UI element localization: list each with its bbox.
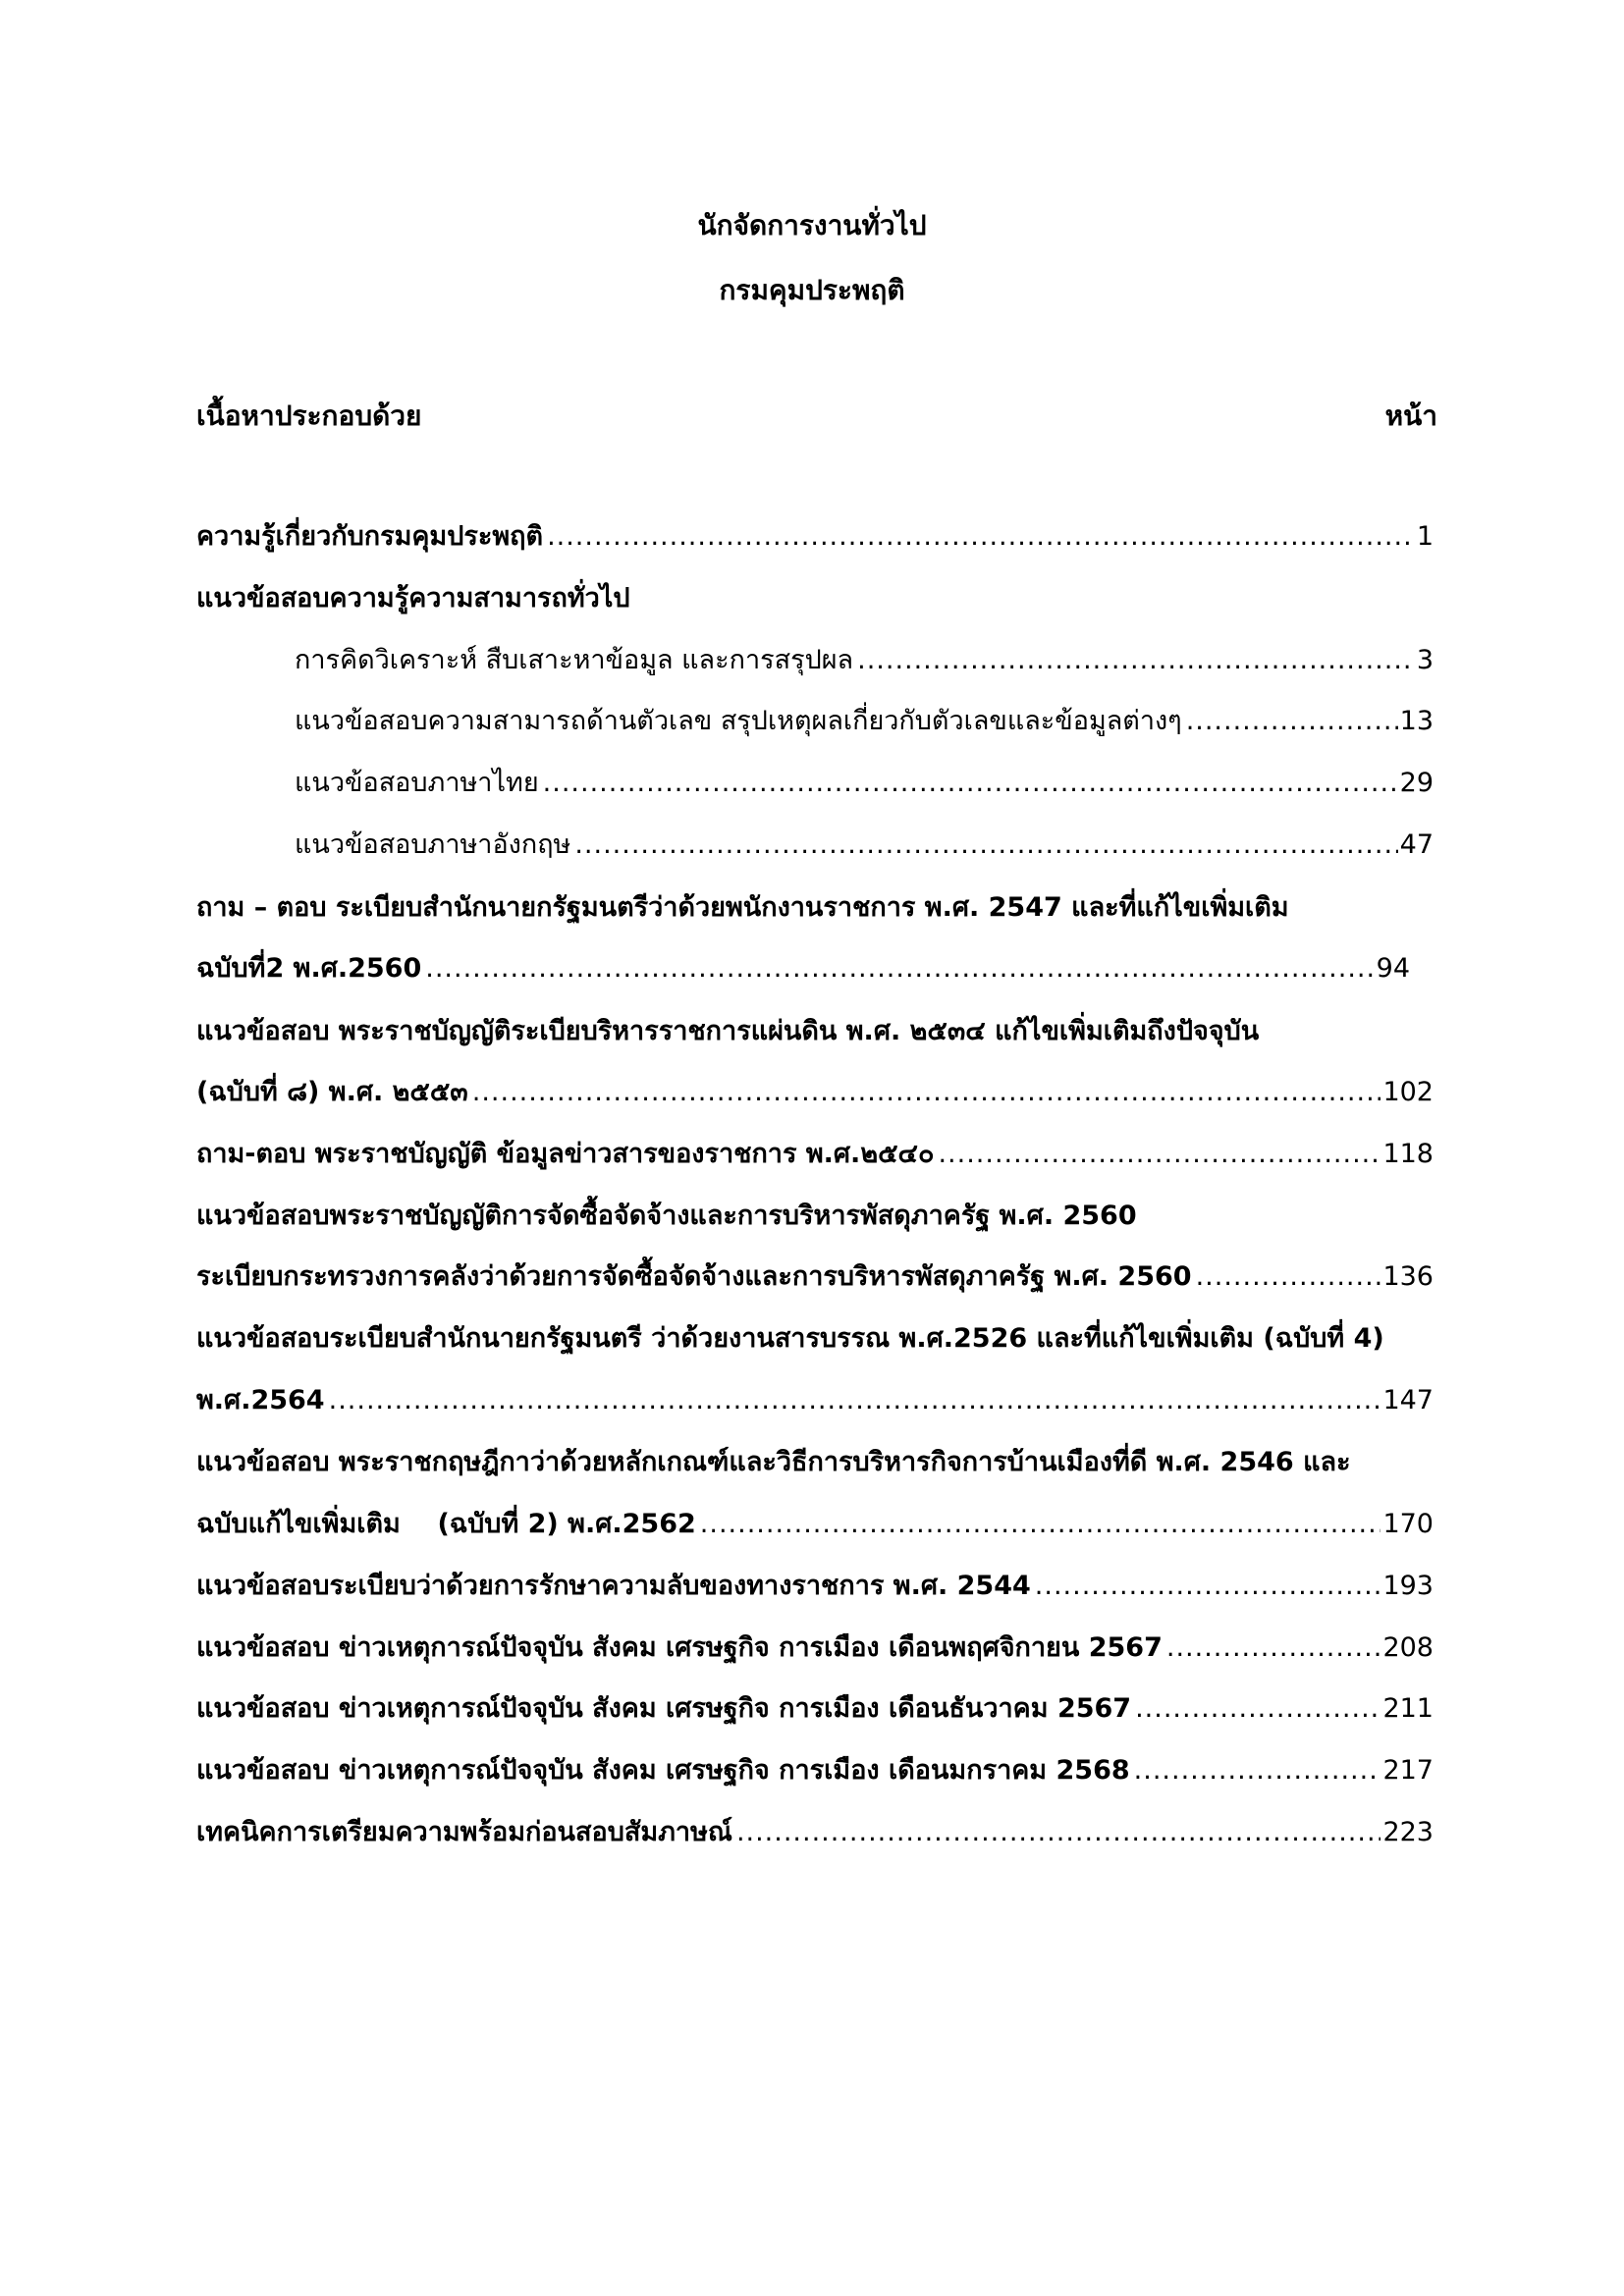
toc-entry-title: การคิดวิเคราะห์ สืบเสาะหาข้อมูล และการสรุปผล: [295, 645, 854, 675]
toc-entry-page: 47: [1399, 829, 1434, 860]
toc-entry-title: แนวข้อสอบระเบียบว่าด้วยการรักษาความลับของทางราชการ พ.ศ. 2544: [196, 1571, 1031, 1601]
toc-dot-leader: [543, 768, 1398, 798]
toc-entry-title: แนวข้อสอบความสามารถด้านตัวเลข สรุปเหตุผลเกี่ยวกับตัวเลขและข้อมูลต่างๆ: [295, 706, 1182, 736]
toc-entry-page: 1: [1416, 521, 1434, 552]
toc-dot-leader: [1035, 1571, 1381, 1601]
toc-entry: [196, 1686, 1434, 1734]
toc-dot-leader: [857, 645, 1415, 675]
toc-entry-page: 211: [1382, 1693, 1434, 1724]
toc-entry-page: 217: [1382, 1755, 1434, 1786]
toc-entry-title: แนวข้อสอบภาษาอังกฤษ: [295, 829, 571, 860]
toc-entry: [196, 1378, 1434, 1425]
toc-entry-title: ถาม-ตอบ พระราชบัญญัติ ข้อมูลข่าวสารของราชการ พ.ศ.๒๕๔๐: [196, 1139, 935, 1169]
toc-entry-title: แนวข้อสอบภาษาไทย: [295, 768, 539, 798]
toc-entry-title: ฉบับที่2 พ.ศ.2560: [196, 953, 422, 984]
toc-entry-title: ระเบียบกระทรวงการคลังว่าด้วยการจัดซื้อจัดจ้างและการบริหารพัสดุภาครัฐ พ.ศ. 2560: [196, 1261, 1192, 1292]
toc-entry-title: แนวข้อสอบ พระราชกฤษฎีกาว่าด้วยหลักเกณฑ์และวิธีการบริหารกิจการบ้านเมืองที่ดี พ.ศ. 2546 และ: [196, 1447, 1351, 1477]
toc-dot-leader: [1186, 706, 1398, 736]
toc-entry-title: แนวข้อสอบความรู้ความสามารถทั่วไป: [196, 583, 630, 614]
toc-entry: [196, 885, 1434, 933]
toc-entry-page: 147: [1382, 1385, 1434, 1415]
toc-entry: [196, 1502, 1434, 1549]
toc-entry-title: แนวข้อสอบ ข่าวเหตุการณ์ปัจจุบัน สังคม เศรษฐกิจ การเมือง เดือนธันวาคม 2567: [196, 1693, 1132, 1724]
toc-entry-page: 102: [1382, 1077, 1434, 1107]
toc-entry-page: 13: [1399, 706, 1434, 736]
toc-entry-page: 118: [1382, 1139, 1434, 1169]
toc-entry-page: 193: [1382, 1571, 1434, 1601]
toc-entry: [196, 1194, 1434, 1241]
toc-entry-page: 170: [1382, 1509, 1434, 1539]
toc-dot-leader: [938, 1139, 1380, 1169]
toc-entry: [196, 1810, 1434, 1857]
toc-entry: [196, 1564, 1434, 1611]
toc-entry-page: 29: [1399, 768, 1434, 798]
toc-entry-title: ถาม – ตอบ ระเบียบสำนักนายกรัฐมนตรีว่าด้วยพนักงานราชการ พ.ศ. 2547 และที่แก้ไขเพิ่มเติม: [196, 892, 1289, 923]
toc-dot-leader: [1134, 1755, 1381, 1786]
toc-entry: [196, 1132, 1434, 1179]
toc-dot-leader: [1166, 1632, 1381, 1663]
toc-dot-leader: [425, 953, 1374, 984]
page-column-heading: หน้า: [1384, 400, 1437, 432]
document-subtitle: กรมคุมประพฤติ: [719, 274, 905, 306]
toc-entry-title: (ฉบับที่ ๘) พ.ศ. ๒๕๕๓: [196, 1077, 468, 1107]
toc-entry-title: พ.ศ.2564: [196, 1385, 325, 1415]
toc-dot-leader: [700, 1509, 1381, 1539]
toc-entry: [196, 946, 1410, 993]
toc-entry-page: 94: [1376, 953, 1410, 984]
toc-entry-page: 208: [1382, 1632, 1434, 1663]
document-title: นักจัดการงานทั่วไป: [697, 209, 927, 241]
toc-entry: [295, 761, 1434, 808]
toc-dot-leader: [329, 1385, 1381, 1415]
toc-entry-title: ฉบับแก้ไขเพิ่มเติม (ฉบับที่ 2) พ.ศ.2562: [196, 1509, 696, 1539]
toc-entry: [196, 1070, 1434, 1117]
toc-dot-leader: [547, 521, 1415, 552]
toc-entry: [196, 1316, 1434, 1363]
toc-entry: [196, 1626, 1434, 1673]
toc-entry-page: 3: [1416, 645, 1434, 675]
toc-dot-leader: [574, 829, 1397, 860]
toc-entry: [196, 514, 1434, 561]
toc-entry-title: แนวข้อสอบ พระราชบัญญัติระเบียบริหารราชการแผ่นดิน พ.ศ. ๒๕๓๔ แก้ไขเพิ่มเติมถึงปัจจุบัน: [196, 1016, 1260, 1046]
toc-entry-title: เทคนิคการเตรียมความพร้อมก่อนสอบสัมภาษณ์: [196, 1817, 732, 1847]
toc-entry: [295, 699, 1434, 746]
toc-entry: [196, 1255, 1434, 1302]
toc-entry-page: 223: [1382, 1817, 1434, 1847]
toc-entry: [196, 576, 1434, 623]
toc-dot-leader: [472, 1077, 1381, 1107]
contents-heading: เนื้อหาประกอบด้วย: [196, 400, 422, 432]
toc-dot-leader: [736, 1817, 1381, 1847]
toc-entry: [196, 1009, 1434, 1056]
toc-entry-title: แนวข้อสอบระเบียบสำนักนายกรัฐมนตรี ว่าด้วยงานสารบรรณ พ.ศ.2526 และที่แก้ไขเพิ่มเติม (ฉบับที่ 4): [196, 1323, 1384, 1354]
toc-entry: [295, 638, 1434, 685]
toc-entry-title: แนวข้อสอบ ข่าวเหตุการณ์ปัจจุบัน สังคม เศรษฐกิจ การเมือง เดือนมกราคม 2568: [196, 1755, 1130, 1786]
toc-entry-title: แนวข้อสอบ ข่าวเหตุการณ์ปัจจุบัน สังคม เศรษฐกิจ การเมือง เดือนพฤศจิกายน 2567: [196, 1632, 1163, 1663]
toc-entry: [196, 1440, 1434, 1487]
toc-entry-title: ความรู้เกี่ยวกับกรมคุมประพฤติ: [196, 521, 544, 552]
toc-entry-title: แนวข้อสอบพระราชบัญญัติการจัดซื้อจัดจ้างและการบริหารพัสดุภาครัฐ พ.ศ. 2560: [196, 1201, 1137, 1231]
toc-dot-leader: [1135, 1693, 1380, 1724]
toc-entry-page: 136: [1382, 1261, 1434, 1292]
toc-entry: [295, 823, 1434, 870]
toc-dot-leader: [1196, 1261, 1381, 1292]
toc-entry: [196, 1748, 1434, 1795]
